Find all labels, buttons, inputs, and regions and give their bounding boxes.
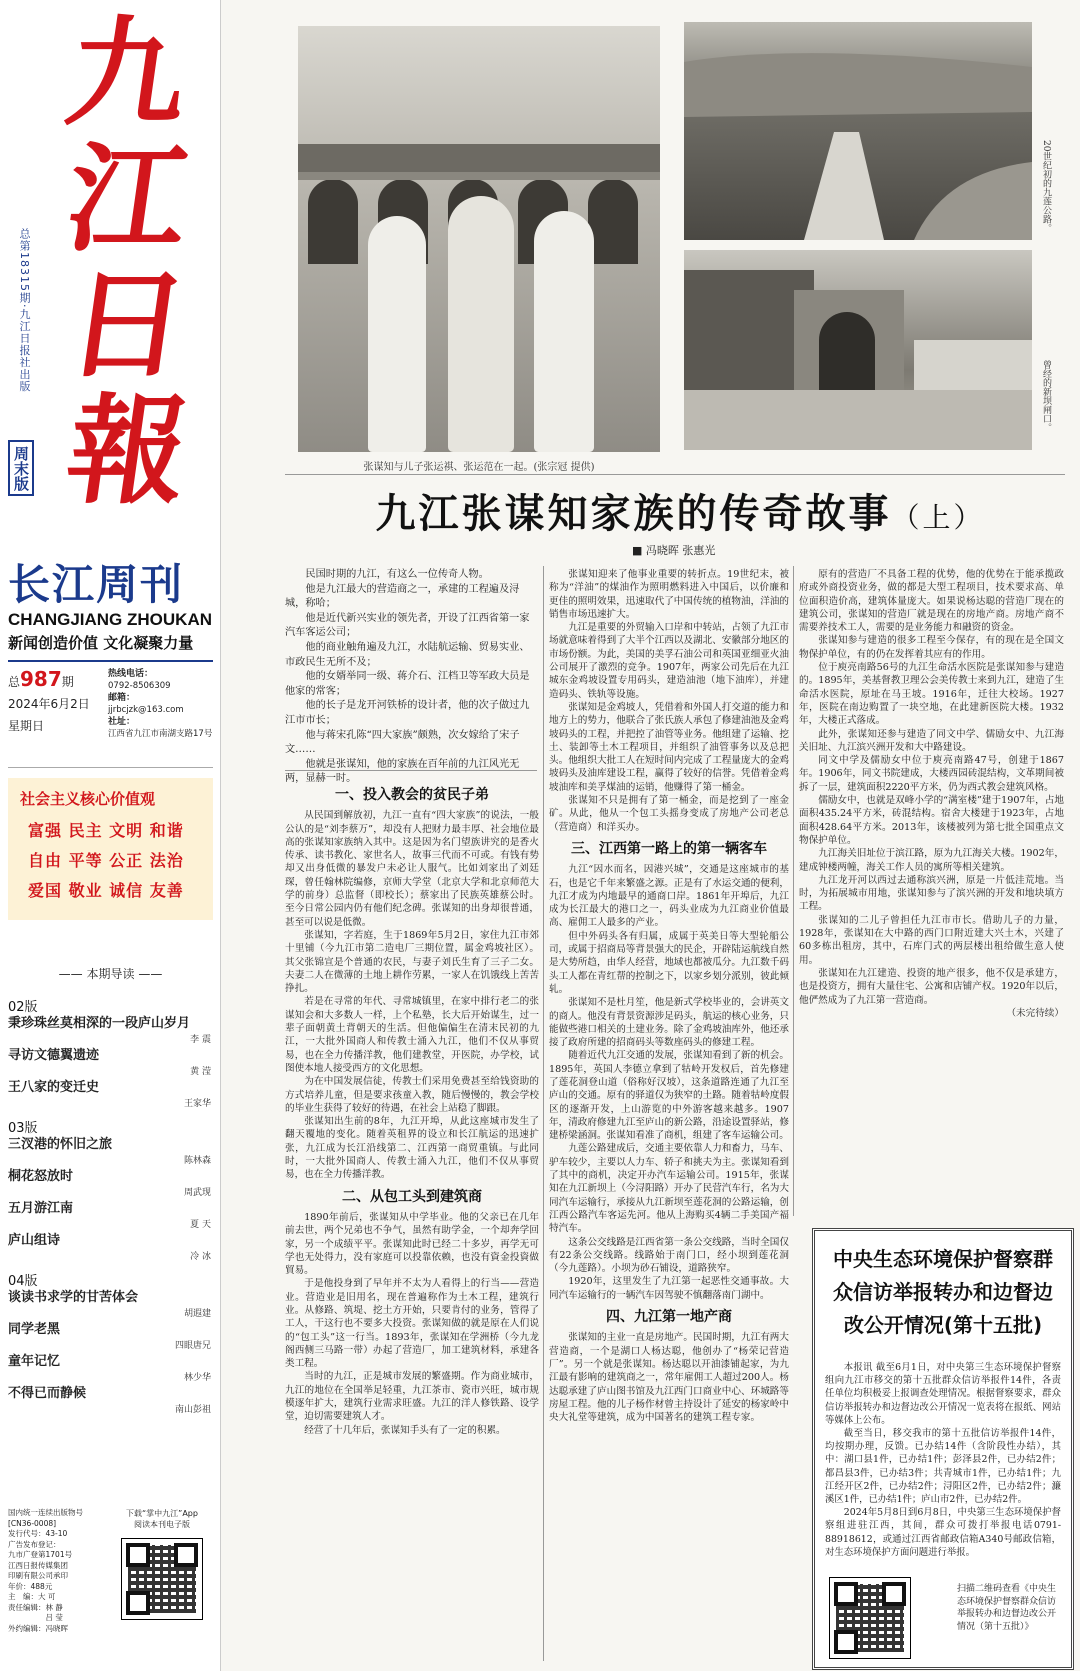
article-headline xyxy=(330,482,1030,539)
weekend-edition-badge: 周末版 xyxy=(8,440,34,496)
guide-item xyxy=(8,1136,213,1168)
article-paragraph: 儒励女中，也就是双峰小学的“满室楼”建于1907年，占地面积435.24平方米，砖混结构。宿舍大楼建于1923年，占地面积428.64平方米。2013年，该楼被列为第七批全国重点文物保护单位。 xyxy=(799,795,1064,846)
notice-paragraph: 截至当日，移交我市的第十五批信访举报件14件，均按期办理，反馈。已办结14件（含阶段性办结），其中：湖口县1件，已办结1件；彭泽县2件，已办结2件；都昌县3件，已办结3件；共青城市1件，已办结1件；九江经开区2件，已办结2件；浔阳区2件，已办结2件；濂溪区1件，已办结1件；庐山市2件，已办结2件。 xyxy=(825,1428,1061,1506)
article-paragraph: 原有的营造厂不具备工程的优势，他的优势在于能承揽政府或外商投资业务，做的都是大型工程项目，技术要求高、单位面积造价高，建筑体量庞大。如果说杨达聪的营造厂现在的建筑公司，张谋知的营造厂就是现在的房地产商。房地产商不需要养技术工人，需要的是业务能力和融资的资金。 xyxy=(799,569,1064,634)
intro-paragraph: 他的商业触角遍及九江，水陆航运输、贸易实业、市政民生无所不及； xyxy=(285,641,530,668)
issue-vertical-info: 总第18315期·九江日报社出版 xyxy=(18,228,31,393)
guide-item xyxy=(8,1232,213,1264)
issue-number-block xyxy=(8,668,108,737)
issue-suffix: 期 xyxy=(61,675,74,689)
guide-item xyxy=(8,1385,213,1417)
notice-title: 中央生态环境保护督察群众信访举报转办和边督边改公开情况(第十五批) xyxy=(833,1247,1053,1337)
notice-qr-caption: 扫描二维码查看《中央生态环境保护督察群众信访举报转办和边督边改公开情况（第十五批）》 xyxy=(957,1584,1057,1632)
article-paragraph: 张谋知的二儿子曾担任九江市市长。借助儿子的力量，1928年，张谋知在大中路的西门口附近建大兴土木，兴建了60多栋出租房，其中，石库门式的两层楼出租给做生意人使用。 xyxy=(799,914,1064,966)
guide-item-title: 不得已而静候 xyxy=(8,1386,87,1401)
article-paragraph: 张谋知在九江建造、投资的地产很多，他不仅是承建方，也是投资方，拥有大量住宅、公寓和店铺产权。1920年以后，他俨然成为了九江第一营造商。 xyxy=(799,967,1064,1006)
article-intro xyxy=(285,568,537,785)
article-paragraph: 九莲公路建成后，交通主要依靠人力和畜力，马车、驴车较少，主要以人力车、轿子和挑夫为主。张谋知看到了其中的商机，决定开办汽车运输公司。1915年，张谋知在九江新坝上（今浔阳路）开办了民营汽车行，名为大同汽车运输行，承接从九江新坝至莲花洞的公路运输，创江西公路汽车客运先河。他从上海购买4辆二手美国产福特汽车。 xyxy=(549,1143,789,1235)
core-values-title: 社会主义核心价值观 xyxy=(20,790,156,808)
article-paragraph: 1920年，这里发生了九江第一起恶性交通事故。大同汽车运输行的一辆汽车因驾驶不慎翻落南门湖中。 xyxy=(549,1276,789,1301)
notice-body xyxy=(825,1361,1061,1559)
address-label: 社址： xyxy=(108,717,136,727)
divider xyxy=(285,770,537,771)
intro-paragraph: 他是九江最大的营造商之一，承建的工程遍及浔城，称哈； xyxy=(285,583,520,610)
app-line: 下载“掌中九江”App xyxy=(126,1509,198,1518)
guide-item-author: 胡遐建 xyxy=(183,1309,211,1319)
guide-item-author: 周武现 xyxy=(183,1188,211,1198)
guide-item xyxy=(8,1047,213,1079)
core-values-line: 富强 民主 文明 和谐 xyxy=(28,821,184,840)
issue-weekday: 星期日 xyxy=(8,719,45,733)
masthead xyxy=(40,3,215,535)
publication-info xyxy=(8,1508,103,1634)
guide-item-author: 黄 滢 xyxy=(190,1067,211,1077)
intro-paragraph: 他的女婿举同一级、蒋介石、江档卫等军政大员是他家的常客； xyxy=(285,671,530,697)
road-landscape xyxy=(684,22,1032,240)
masthead-char: 報 xyxy=(58,381,197,520)
family-photo xyxy=(298,26,660,452)
notice-box xyxy=(812,1228,1074,1670)
article-column-2 xyxy=(549,568,789,1660)
intro-paragraph: 民国时期的九江，有这么一位传奇人物。 xyxy=(305,569,489,580)
divider xyxy=(285,474,1065,475)
core-values-box xyxy=(8,778,213,920)
guide-item xyxy=(8,1200,213,1232)
core-values-line: 爱国 敬业 诚信 友善 xyxy=(28,881,184,900)
office-address: 江西省九江市南湖支路17号 xyxy=(108,729,213,739)
guide-item xyxy=(8,1168,213,1200)
publication-info-line: 吕 莹 xyxy=(8,1613,63,1622)
article-paragraph: 张谋知不只是拥有了第一桶金，而是挖到了一座金矿。从此，他从一个包工头摇身变成了房地产公司老总（营造商）和洋买办。 xyxy=(549,795,789,833)
headline-text: 九江张谋知家族的传奇故事 xyxy=(375,490,892,537)
intro-paragraph: 他的长子是龙开河铁桥的设计者，他的次子做过九江市市长； xyxy=(285,700,530,726)
guide-item-author: 南山彭祖 xyxy=(174,1405,211,1415)
hotline-number: 0792-8506309 xyxy=(108,681,171,691)
guide-item-title: 庐山组诗 xyxy=(8,1233,61,1248)
intro-paragraph: 他就是张谋知，他的家族在百年前的九江风光无两，显赫一时。 xyxy=(285,758,520,785)
article-paragraph: 当时的九江，正是城市发展的繁盛期。作为商业城市，九江的地位在全国举足轻重，九江茶市、瓷市兴旺，城市规模逐年扩大，建筑行业需求旺盛。九江的洋人修铁路、设学堂，迫切需要建筑人才。 xyxy=(285,1371,539,1423)
publication-info-line: 年价：488元 xyxy=(8,1581,53,1591)
guide-item-author: 王家华 xyxy=(183,1099,211,1109)
article-paragraph: 但中外码头各有归属，成属于英美日等大型轮船公司，或属于招商局等背景强大的民企，开辟陆运航线自然是大势所趋，由华人经营，地域也都被瓜分。九江数千码头工人都在青红帮的控制之下，以家乡划分派别，彼此倾轧。 xyxy=(549,930,789,995)
section-heading: 一、投入教会的贫民子弟 xyxy=(335,787,489,803)
gate-photo xyxy=(684,250,1032,450)
article-paragraph: 张谋知不是杜月笙，他是新式学校毕业的，会讲英文的商人。他没有背景资源涉足码头，航运的核心业务，只能做些港口相关的土建业务。除了金鸡坡油库外，他还承接了政府所建的招商码头等数座码头的修建工程。 xyxy=(549,997,789,1049)
guide-section-label: 02版 xyxy=(8,1000,38,1015)
publication-info-line: 九市广登第1701号 xyxy=(8,1550,73,1559)
photo-caption: 曾经的新坝闸口。 xyxy=(1041,360,1051,432)
section-heading: 三、江西第一路上的第一辆客车 xyxy=(571,840,767,857)
publication-info-line: 主 编：大 可 xyxy=(8,1592,56,1601)
article-paragraph: 从民国到解放初，九江一直有“四大家族”的说法，一般公认的是“刘李蔡万”，却没有人把财力最丰厚、社会地位最高的张谋知家族纳入其中。这是因为名门望族讲究的是香火传承、读书教化、家世名人，故事三代而不可或。有钱有势却又出身低微的暴发户未必让人服气。比如刘家出了刘廷琛，曾任翰林院编修，京师大学堂（北京大学和北京师范大学的前身）总监督（即校长）；蔡家出了民族英雄蔡公时。至今日常公园内仍有他们纪念碑。张谋知的出身却很普通，甚至可以说是低微。 xyxy=(285,810,539,928)
publication-info-line: 广告发布登记： xyxy=(8,1539,61,1549)
publication-info-line: 责任编辑：林 静 xyxy=(8,1602,63,1612)
publication-info-line: 发行代号：43-10 xyxy=(8,1529,68,1538)
person-figure xyxy=(448,196,514,452)
article-byline: ■ 冯晓晖 张惠光 xyxy=(632,544,716,557)
guide-item-title: 童年记忆 xyxy=(8,1354,61,1369)
app-download xyxy=(108,1508,216,1620)
guide-list xyxy=(8,990,213,1417)
core-values-line: 自由 平等 公正 法治 xyxy=(28,851,184,870)
supplement-slogan: 新闻创造价值 文化凝聚力量 xyxy=(8,634,194,652)
guide-section-label: 04版 xyxy=(8,1274,38,1289)
guide-item-title: 寻访文德翼遗迹 xyxy=(8,1048,100,1063)
section-heading: 二、从包工头到建筑商 xyxy=(342,1188,482,1205)
guide-item-title: 桐花怒放时 xyxy=(8,1169,74,1184)
article-paragraph: 张谋知参与建造的很多工程至今保存，有的现在是全国文物保护单位，有的仍在发挥着其应有的作用。 xyxy=(799,635,1064,660)
article-paragraph: 九江是重要的外贸输入口岸和中转站，占领了九江市场就意味着得到了大半个江西以及湖北、安徽部分地区的市场份额。为此，美国的美孚石油公司和英国亚细亚火油公司展开了激烈的竞争。1907年，两家公司先后在九江城东金鸡坡设置专用码头，建造油池（地下油库），并建造码头、铁轨等设施。 xyxy=(549,622,789,700)
issue-number: 987 xyxy=(20,667,62,691)
notice-paragraph: 本报讯 截至6月1日，对中央第三生态环境保护督察组向九江市移交的第十五批群众信访举报件14件，各责任单位均积极妥上报调查处理情况。根据督察要求，群众信访举报转办和边督边改公开情况一览表将在报纸、网站等媒体上公布。 xyxy=(825,1362,1061,1426)
guide-item-title: 王八家的变迁史 xyxy=(8,1080,100,1095)
photo-caption: 20世纪初的九莲公路。 xyxy=(1041,140,1051,233)
masthead-char: 九 xyxy=(58,3,197,142)
masthead-char: 日 xyxy=(58,255,197,394)
photo-caption: 张谋知与儿子张运祺、张运范在一起。(张宗冠 提供) xyxy=(363,462,595,473)
article-column-1 xyxy=(285,780,539,1660)
supplement-title: 长江周刊 xyxy=(8,560,185,609)
hotline-label: 热线电话： xyxy=(108,669,154,679)
left-sidebar xyxy=(0,0,221,1671)
supplement-pinyin: CHANGJIANG ZHOUKAN xyxy=(8,610,212,629)
guide-item-title: 同学老黑 xyxy=(8,1322,61,1337)
headline-part: （上） xyxy=(891,501,985,534)
email-address: jjrbcjzk@163.com xyxy=(108,705,184,715)
guide-item xyxy=(8,1015,213,1047)
article-paragraph: 九江海关旧址位于滨江路，原为九江海关大楼。1902年，建成钟楼两幢，海关工作人员的寓所等相关建筑。 xyxy=(799,848,1064,873)
article-paragraph: 张谋知，字若庭，生于1869年5月2日，家住九江市郊十里铺（今九江市第二造电厂三期位置，属金鸡坡社区）。其父张锦宣是个普通的农民，与妻子刘氏生育了三子二女。夫妻二人在微薄的土地上耕作劳累，一家人在饥饿线上苦苦挣扎。 xyxy=(285,929,539,995)
masthead-char: 江 xyxy=(58,129,197,268)
article-paragraph: 此外，张谋知还参与建造了同文中学、儒励女中、九江海关旧址、九江滨兴洲开发和大中路建设。 xyxy=(799,728,1064,753)
guide-item-author: 李 震 xyxy=(190,1035,211,1045)
contact-block xyxy=(108,668,213,740)
app-line: 阅读本刊电子版 xyxy=(134,1520,190,1529)
guide-item xyxy=(8,1289,213,1321)
guide-item xyxy=(8,1079,213,1111)
guide-item-author: 林少华 xyxy=(183,1373,211,1383)
article-paragraph: 经营了十几年后，张谋知手头有了一定的积累。 xyxy=(304,1424,506,1436)
email-label: 邮箱： xyxy=(108,693,136,703)
notice-paragraph: 2024年5月8日到6月8日，中央第三生态环境保护督察组进驻江西，其间，群众可拨打举报电话0791-88918612，或通过江西省邮政信箱A340号邮政信箱，对生态环境保护方面问题进行举报。 xyxy=(825,1507,1061,1558)
article-paragraph: 张谋知是金鸡坡人，凭借着和外国人打交道的能力和地方上的势力，他联合了张氏族人承包了修建油池及金鸡坡码头的工程，并把控了油管等业务。他组建了运输、挖土、装卸等土木工程项目，并组织了油管事务以及总把头。他组织大批工人在短时间内完成了工程量庞大的金鸡坡码头及油库建设工程，赢得了较好的信誉。凭借着金鸡坡油库和美孚煤油的运销，他赚得了第一桶金。 xyxy=(549,701,789,793)
publication-info-line: 印刷有限公司承印 xyxy=(8,1571,68,1580)
guide-item-author: 四眼唐兄 xyxy=(174,1341,211,1351)
column-divider xyxy=(543,566,544,1661)
guide-item-title: 三汊港的怀旧之旅 xyxy=(8,1137,113,1152)
intro-paragraph: 他与蒋宋孔陈“四大家族”颇熟，次女嫁给了宋子文…… xyxy=(285,729,520,756)
article-paragraph: 九江龙开河以西过去通称滨兴洲，原是一片低洼荒地。当时，为拓展城市用地，张谋知参与了滨兴洲的开发和地块填方工程。 xyxy=(799,874,1064,913)
article-paragraph: 位于庾亮南路56号的九江生命活水医院是张谋知参与建造的。1895年，美基督教卫理公会美传教士来到九江，建造了生命活水医院，原址在马王坡。1916年，迁往大校场。1927年，医院在南边购置了一块空地，在此建新医院大楼。1932年，大楼正式落成。 xyxy=(799,662,1064,727)
issue-info xyxy=(8,660,213,768)
guide-item xyxy=(8,1321,213,1353)
guide-item-author: 冷 冰 xyxy=(190,1252,211,1262)
article-paragraph: 九江“因水而名，因港兴城”，交通是这座城市的基石，也是它千年来繁盛之源。正是有了水运交通的便利，九江才成为内地最早的通商口岸。1861年开埠后，九江成为长江最大的港口之一，码头业成为九江商业价值最高、雇佣工人最多的产业。 xyxy=(549,864,789,929)
to-be-continued: （未完待续） xyxy=(1006,1007,1064,1019)
guide-section-label: 03版 xyxy=(8,1121,38,1136)
article-paragraph: 张谋知出生前的8年，九江开埠，从此这座城市发生了翻天覆地的变化。随着英租界的设立和长江航运的迅速扩张，九江成为长江沿线第二、江西第一商贸重镇。与此同时，一大批外国商人、传教士涌入九江，他们不仅从事贸易，也在全力传播洋教。 xyxy=(285,1116,539,1181)
article-paragraph: 于是他投身到了早年并不太为人看得上的行当——营造业。营造业是旧用名，现在普遍称作为土木工程，建筑行业。从修路、筑堤、挖土方开始，只要肯付的业务，管得了工人，干这行也不要多大投资。张谋知做的就是原在人们说的“包工头”这一行当。1893年，张谋知在学洲桥（今九龙阁西侧三马路一带）办起了营造厂，加工建筑材料，承建各类工程。 xyxy=(285,1278,539,1370)
road-photo xyxy=(684,22,1032,240)
guide-item xyxy=(8,1353,213,1385)
article-paragraph: 这条公交线路是江西省第一条公交线路，当时全国仅有22条公交线路。线路始于南门口，经小坝到莲花洞（今九莲路）。小坝为砂石铺设，道路狭窄。 xyxy=(549,1236,789,1275)
publication-info-line: 江西日报传媒集团 xyxy=(8,1560,68,1570)
article-column-3 xyxy=(799,568,1064,1215)
notice-qr-code[interactable] xyxy=(829,1577,911,1659)
intro-paragraph: 他是近代新兴实业的领先者，开设了江西省第一家汽车客运公司； xyxy=(285,612,530,639)
guide-item-author: 夏 天 xyxy=(190,1220,211,1230)
article-paragraph: 1890年前后，张谋知从中学毕业。他的父亲已在几年前去世，两个兄弟也不争气，虽然有助学金，一个却奔学回家，另一个成绩平平。张谋知此时已经二十多岁，再学无可学也无处得力，没有家庭可以投靠依赖，也没有資金投資做貿易。 xyxy=(285,1211,539,1277)
guide-item-title: 秉珍珠丝莫相深的一段庐山岁月 xyxy=(8,1016,191,1031)
issue-date: 2024年6月2日 xyxy=(8,697,90,711)
app-qr-code[interactable] xyxy=(121,1538,203,1620)
article-paragraph: 同文中学及儒励女中位于庾亮南路47号，创建于1867年。1906年，同文书院建成，大楼西园砖混结构，文革期间被拆了一层，建筑面积2220平方米，仍为西式教会建筑风格。 xyxy=(799,755,1064,793)
person-figure xyxy=(368,216,426,452)
guide-item-title: 五月游江南 xyxy=(8,1201,74,1216)
publication-info-line: [CN36-0008] xyxy=(8,1518,57,1528)
article-paragraph: 若是在寻常的年代、寻常城镇里，在家中排行老二的张谋知会和大多数人一样，上个私塾，长大后开始谋生，过一辈子面朝黄土背朝天的生活。但他偏偏生在清末民初的九江，一大批外国商人和传教士涌入九江，他们不仅从事贸易，也在全力传播洋教，他们建教堂，开医院，办学校，试图使本地人接受西方的文化思想。 xyxy=(285,996,539,1074)
publication-info-line: 外约编辑：冯晓晖 xyxy=(8,1623,68,1633)
guide-item-author: 陈林森 xyxy=(183,1156,211,1166)
guide-title: 本期导读 xyxy=(86,967,135,981)
publication-info-line: 国内统一连续出版物号 xyxy=(8,1508,83,1517)
person-figure xyxy=(534,211,594,452)
article-paragraph: 张谋知的主业一直是房地产。民国时期，九江有两大营造商，一个是湖口人杨达聪，他创办了“杨荣记营造厂”。另一个就是张谋知。杨达聪以开油漆铺起家，为九江最有影响的建筑商之一，常年雇佣工人超过200人。杨达聪承建了庐山图书馆及九江西门口商业中心、环城路等房屋工程。他的儿子杨作材曾主持设计了延安的杨家岭中央大礼堂等建筑，成为中国著名的建筑工程专家。 xyxy=(549,1332,789,1424)
guide-heading: —— 本期导读 —— xyxy=(58,967,163,981)
article-paragraph: 随着近代九江交通的发展，张谋知看到了新的机会。1895年，英国人李德立拿到了牯岭开发权后，首先修建了莲花洞登山道（俗称好汉坡），这条道路连通了九江至庐山的交通。原有的驿道仅为狭窄的土路。随着牯岭度假区的逐渐开发，上山游览的中外游客越来越多。1907年，清政府修建九江至庐山的新公路，沿途设置驿站，修建桥梁涵洞。张谋知看准了商机，组建了客车运输公司。 xyxy=(549,1050,789,1142)
article-paragraph: 张谋知迎来了他事业重要的转折点。19世纪末，被称为“洋油”的煤油作为照明燃料进入中国后，以价廉和更佳的照明效果，迅速取代了中国传统的植物油，洋油的销售市场迅速扩大。 xyxy=(549,569,789,620)
issue-prefix: 总 xyxy=(8,675,21,689)
section-heading: 四、九江第一地产商 xyxy=(606,1309,732,1326)
guide-item-title: 谈读书求学的甘苦体会 xyxy=(8,1290,139,1305)
gate-scene xyxy=(684,250,1032,450)
article-paragraph: 为在中国发展信徒，传教士们采用免费甚至给钱资助的方式培养儿童，但是要求孩童入教，随后慢慢的，教会学校的毕业生获得了较好的待遇，在社会上站稳了脚跟。 xyxy=(285,1076,539,1114)
column-divider xyxy=(793,566,794,1216)
